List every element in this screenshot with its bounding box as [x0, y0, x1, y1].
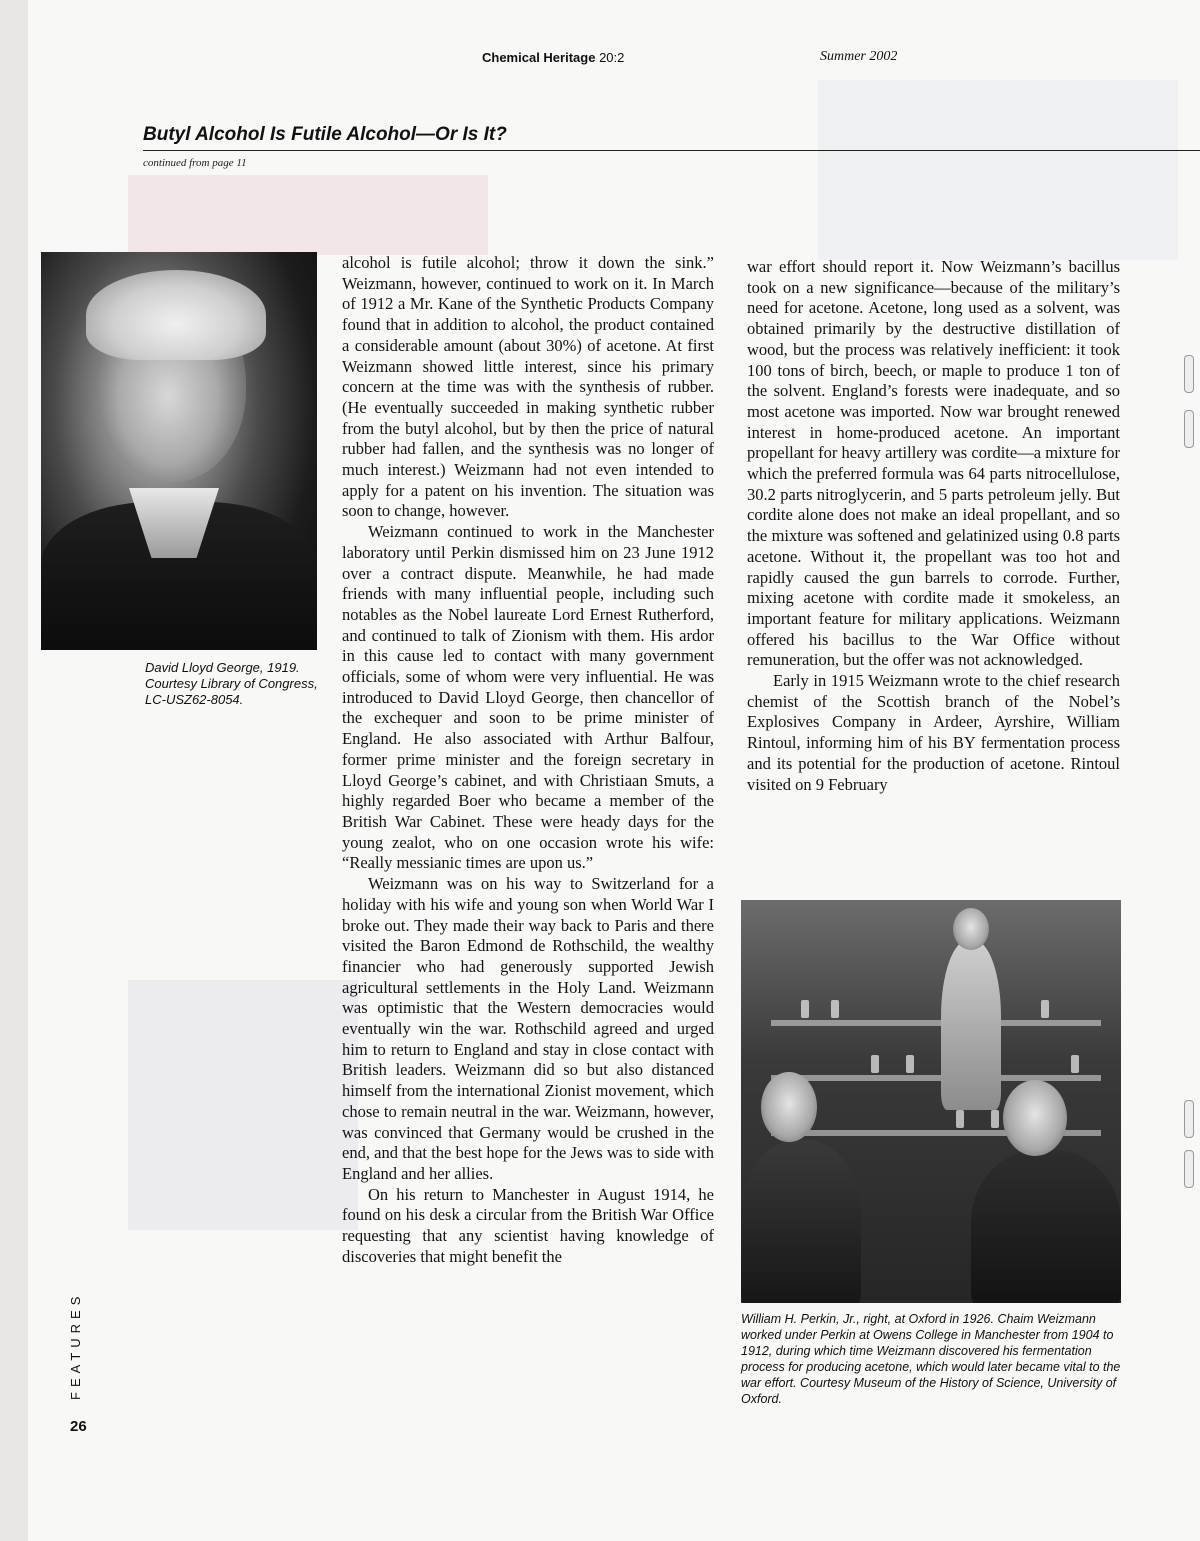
photo-head: [1003, 1080, 1067, 1156]
title-rule: [143, 150, 1200, 151]
text-column-1: [342, 253, 714, 1267]
binder-clip: [1184, 1100, 1194, 1138]
photo-shelf: [771, 1075, 1101, 1081]
photo-bottle: [991, 1110, 999, 1128]
text-column-2: [747, 257, 1120, 795]
photo-standing-man: [941, 940, 1001, 1110]
article-title: Butyl Alcohol Is Futile Alcohol—Or Is It?: [143, 124, 507, 145]
paragraph: Weizmann continued to work in the Manchester laboratory until Perkin dismissed him on 23 June 1912 over a contract dispute. Meanwhile, he had made friends with many influential people, including such notables as the Nobel laureate Lord Ernest Rutherford, and continued to talk of Zionism with them. His ardor in this cause led to contact with many government officials, some of whom were very influential. He was introduced to David Lloyd George, then chancellor of the exchequer and soon to be prime minister of England. He also associated with Arthur Balfour, former prime minister and the foreign secretary in Lloyd George’s cabinet, and with Christiaan Smuts, a highly regarded Boer who became a member of the British War Cabinet. These were heady days for the young zealot, who on one occasion wrote his wife: “Really messianic times are upon us.”: [342, 522, 714, 873]
portrait-photo: [41, 252, 317, 650]
continued-note: continued from page 11: [143, 157, 247, 169]
photo-perkin: [971, 1150, 1121, 1303]
page-number: 26: [70, 1418, 87, 1435]
binder-clip: [1184, 1150, 1194, 1188]
photo-head: [953, 908, 989, 950]
paragraph: war effort should report it. Now Weizmann’s bacillus took on a new significance—because of the military’s need for acetone. Acetone, long used as a solvent, was obtained primarily by the destructive distillation of wood, but the process was relatively inefficient: it took 100 tons of birch, beech, or maple to produce 1 ton of the solvent. England’s forests were inadequate, and so most acetone was imported. Now war brought renewed interest in home-produced acetone. An important propellant for heavy artillery was cordite—a mixture for which the preferred formula was 64 parts nitrocellulose, 30.2 parts nitroglycerin, and 5 parts petroleum jelly. But cordite alone does not make an ideal propellant, and so the mixture was softened and gelatinized using 0.8 parts acetone. Without it, the propellant was too hot and rapidly caused the gun barrels to corrode. Further, mixing acetone with cordite made it smokeless, an important feature for military applications. Weizmann offered his bacillus to the War Office without remuneration, but the offer was not acknowledged.: [747, 257, 1120, 670]
photo-bottle: [831, 1000, 839, 1018]
photo-seated-young-man: [741, 1140, 861, 1303]
bleed-through: [128, 980, 358, 1230]
photo-head: [761, 1072, 817, 1142]
photo-bottle: [871, 1055, 879, 1073]
portrait-caption: David Lloyd George, 1919. Courtesy Library of Congress, LC-USZ62-8054.: [145, 660, 318, 707]
bleed-through: [128, 175, 488, 255]
photo-bottle: [956, 1110, 964, 1128]
paragraph: Weizmann was on his way to Switzerland for a holiday with his wife and young son when World War I broke out. They made their way back to Paris and there visited the Baron Edmond de Rothschild, the wealthy financier who had generously supported Jewish agricultural settlements in the Holy Land. Weizmann was optimistic that the Western democracies would eventually win the war. Rothschild agreed and urged him to return to England and stay in close contact with British leaders. Weizmann did so but also distanced himself from the international Zionist movement, which chose to remain neutral in the war. Weizmann, however, was convinced that Germany would be crushed in the end, and that the best hope for the Jews was to side with England and her allies.: [342, 874, 714, 1183]
photo-bottle: [1041, 1000, 1049, 1018]
photo-bottle: [1071, 1055, 1079, 1073]
section-label: FEATURES: [68, 1291, 83, 1400]
photo-shelf: [771, 1020, 1101, 1026]
running-header: [482, 46, 1200, 68]
laboratory-photo: [741, 900, 1121, 1303]
binder-clip: [1184, 355, 1194, 393]
paragraph: alcohol is futile alcohol; throw it down the sink.” Weizmann, however, continued to work on it. In March of 1912 a Mr. Kane of the Synthetic Products Company found that in addition to alcohol, the product contained a considerable amount (about 30%) of acetone. At first Weizmann showed little interest, since his primary concern at the time was with the synthesis of rubber. (He eventually succeeded in making synthetic rubber from the butyl alcohol, but by then the price of natural rubber had fallen, and the synthesis was no longer of much interest.) Weizmann had not even intended to apply for a patent on his invention. The situation was soon to change, however.: [342, 253, 714, 521]
paragraph: On his return to Manchester in August 1914, he found on his desk a circular from the British War Office requesting that any scientist having knowledge of discoveries that might benefit the: [342, 1184, 714, 1266]
publication-name: Chemical Heritage 20:2: [482, 50, 625, 65]
photo-bottle: [801, 1000, 809, 1018]
photo-hair: [86, 270, 266, 360]
binder-clip: [1184, 410, 1194, 448]
paragraph: Early in 1915 Weizmann wrote to the chief research chemist of the Scottish branch of the Nobel’s Explosives Company in Ardeer, Ayrshire, William Rintoul, informing him of his BY fermentation process and its potential for the production of acetone. Rintoul visited on 9 February: [747, 671, 1120, 794]
photo-bottle: [906, 1055, 914, 1073]
issue-number: 20:2: [599, 50, 625, 65]
bleed-through: [818, 80, 1178, 260]
laboratory-caption: William H. Perkin, Jr., right, at Oxford in 1926. Chaim Weizmann worked under Perkin at Owens College in Manchester from 1904 to 1912, during which time Weizmann discovered his fermentation process for producing acetone, which would later became vital to the war effort. Courtesy Museum of the History of Science, University of Oxford.: [741, 1312, 1121, 1406]
issue-date: Summer 2002: [820, 49, 898, 64]
